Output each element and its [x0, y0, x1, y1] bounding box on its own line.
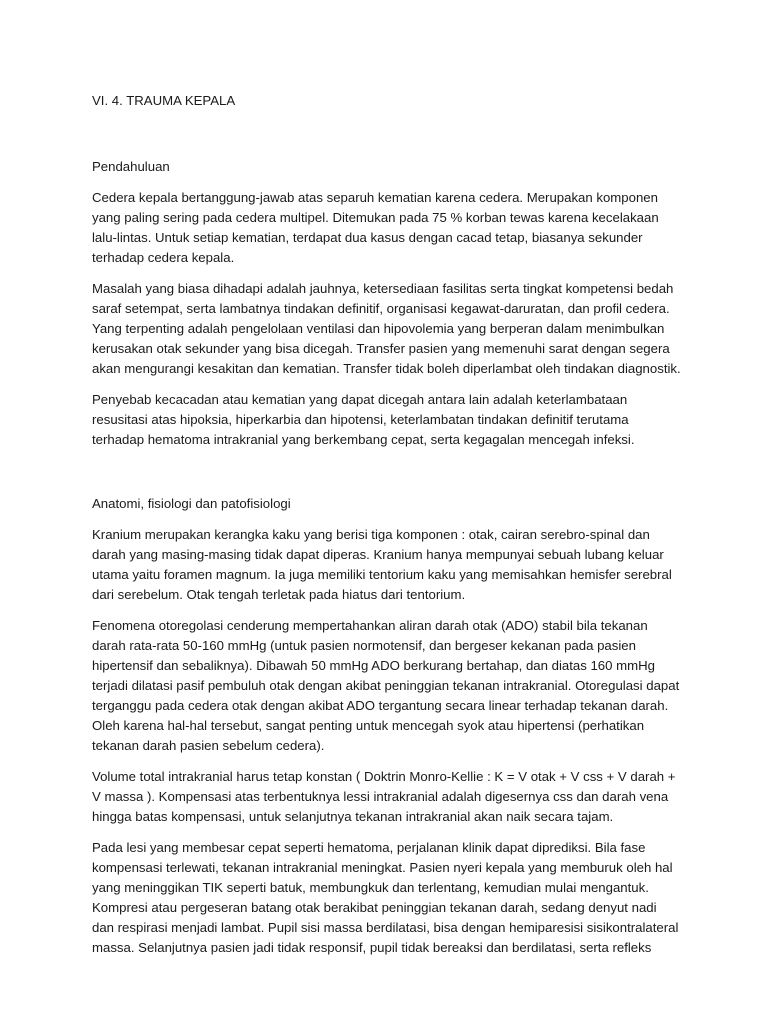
section-heading: Pendahuluan — [92, 159, 170, 174]
section-pendahuluan — [92, 157, 682, 450]
section-heading: Anatomi, fisiologi dan patofisiologi — [92, 496, 291, 511]
paragraph: Masalah yang biasa dihadapi adalah jauhnya, ketersediaan fasilitas serta tingkat kompetensi bedah saraf setempat, serta lambatnya tindakan definitif, organisasi kegawat-daruratan, dan profil cedera. Yang terpenting adalah pengelolaan ventilasi dan hipovolemia yang berperan dalam menimbulkan kerusakan otak sekunder yang bisa dicegah. Transfer pasien yang memenuhi sarat dengan segera akan mengurangi kesakitan dan kematian. Transfer tidak boleh diperlambat oleh tindakan diagnostik. — [92, 281, 681, 376]
paragraph: Cedera kepala bertanggung-jawab atas separuh kematian karena cedera. Merupakan komponen yang paling sering pada cedera multipel. Ditemukan pada 75 % korban tewas karena kecelakaan lalu-lintas. Untuk setiap kematian, terdapat dua kasus dengan cacad tetap, biasanya sekunder terhadap cedera kepala. — [92, 190, 659, 265]
section-anatomi — [92, 494, 682, 958]
document-title: VI. 4. TRAUMA KEPALA — [92, 93, 236, 108]
paragraph: Kranium merupakan kerangka kaku yang berisi tiga komponen : otak, cairan serebro-spinal dan darah yang masing-masing tidak dapat diperas. Kranium hanya mempunyai sebuah lubang keluar utama yaitu foramen magnum. Ia juga memiliki tentorium kaku yang memisahkan hemisfer serebral dari serebelum. Otak tengah terletak pada hiatus dari tentorium. — [92, 527, 672, 602]
paragraph: Pada lesi yang membesar cepat seperti hematoma, perjalanan klinik dapat diprediksi. Bila fase kompensasi terlewati, tekanan intrakranial meningkat. Pasien nyeri kepala yang memburuk oleh hal yang meninggikan TIK seperti batuk, membungkuk dan terlentang, kemudian mulai mengantuk. Kompresi atau pergeseran batang otak berakibat peninggian tekanan darah, sedang denyut nadi dan respirasi menjadi lambat. Pupil sisi massa berdilatasi, bisa dengan hemiparesisi sisikontralateral massa. Selanjutnya pasien jadi tidak responsif, pupil tidak bereaksi dan berdilatasi, serta refleks — [92, 840, 679, 955]
paragraph: Fenomena otoregolasi cenderung mempertahankan aliran darah otak (ADO) stabil bila tekanan darah rata-rata 50-160 mmHg (untuk pasien normotensif, dan bergeser kekanan pada pasien hipertensif dan sebaliknya). Dibawah 50 mmHg ADO berkurang bertahap, dan diatas 160 mmHg terjadi dilatasi pasif pembuluh otak dengan akibat peninggian tekanan intrakranial. Otoregulasi dapat terganggu pada cedera otak dengan akibat ADO tergantung secara linear terhadap tekanan darah. Oleh karena hal-hal tersebut, sangat penting untuk mencegah syok atau hipertensi (perhatikan tekanan darah pasien sebelum cedera). — [92, 618, 680, 753]
document-body — [92, 91, 682, 958]
paragraph: Penyebab kecacadan atau kematian yang dapat dicegah antara lain adalah keterlambataan resusitasi atas hipoksia, hiperkarbia dan hipotensi, keterlambatan tindakan definitif terutama terhadap hematoma intrakranial yang berkembang cepat, serta kegagalan mencegah infeksi. — [92, 392, 635, 447]
paragraph: Volume total intrakranial harus tetap konstan ( Doktrin Monro-Kellie : K = V otak + V css + V darah + V massa ). Kompensasi atas terbentuknya lessi intrakranial adalah digesernya css dan darah vena hingga batas kompensasi, untuk selanjutnya tekanan intrakranial akan naik secara tajam. — [92, 769, 676, 824]
